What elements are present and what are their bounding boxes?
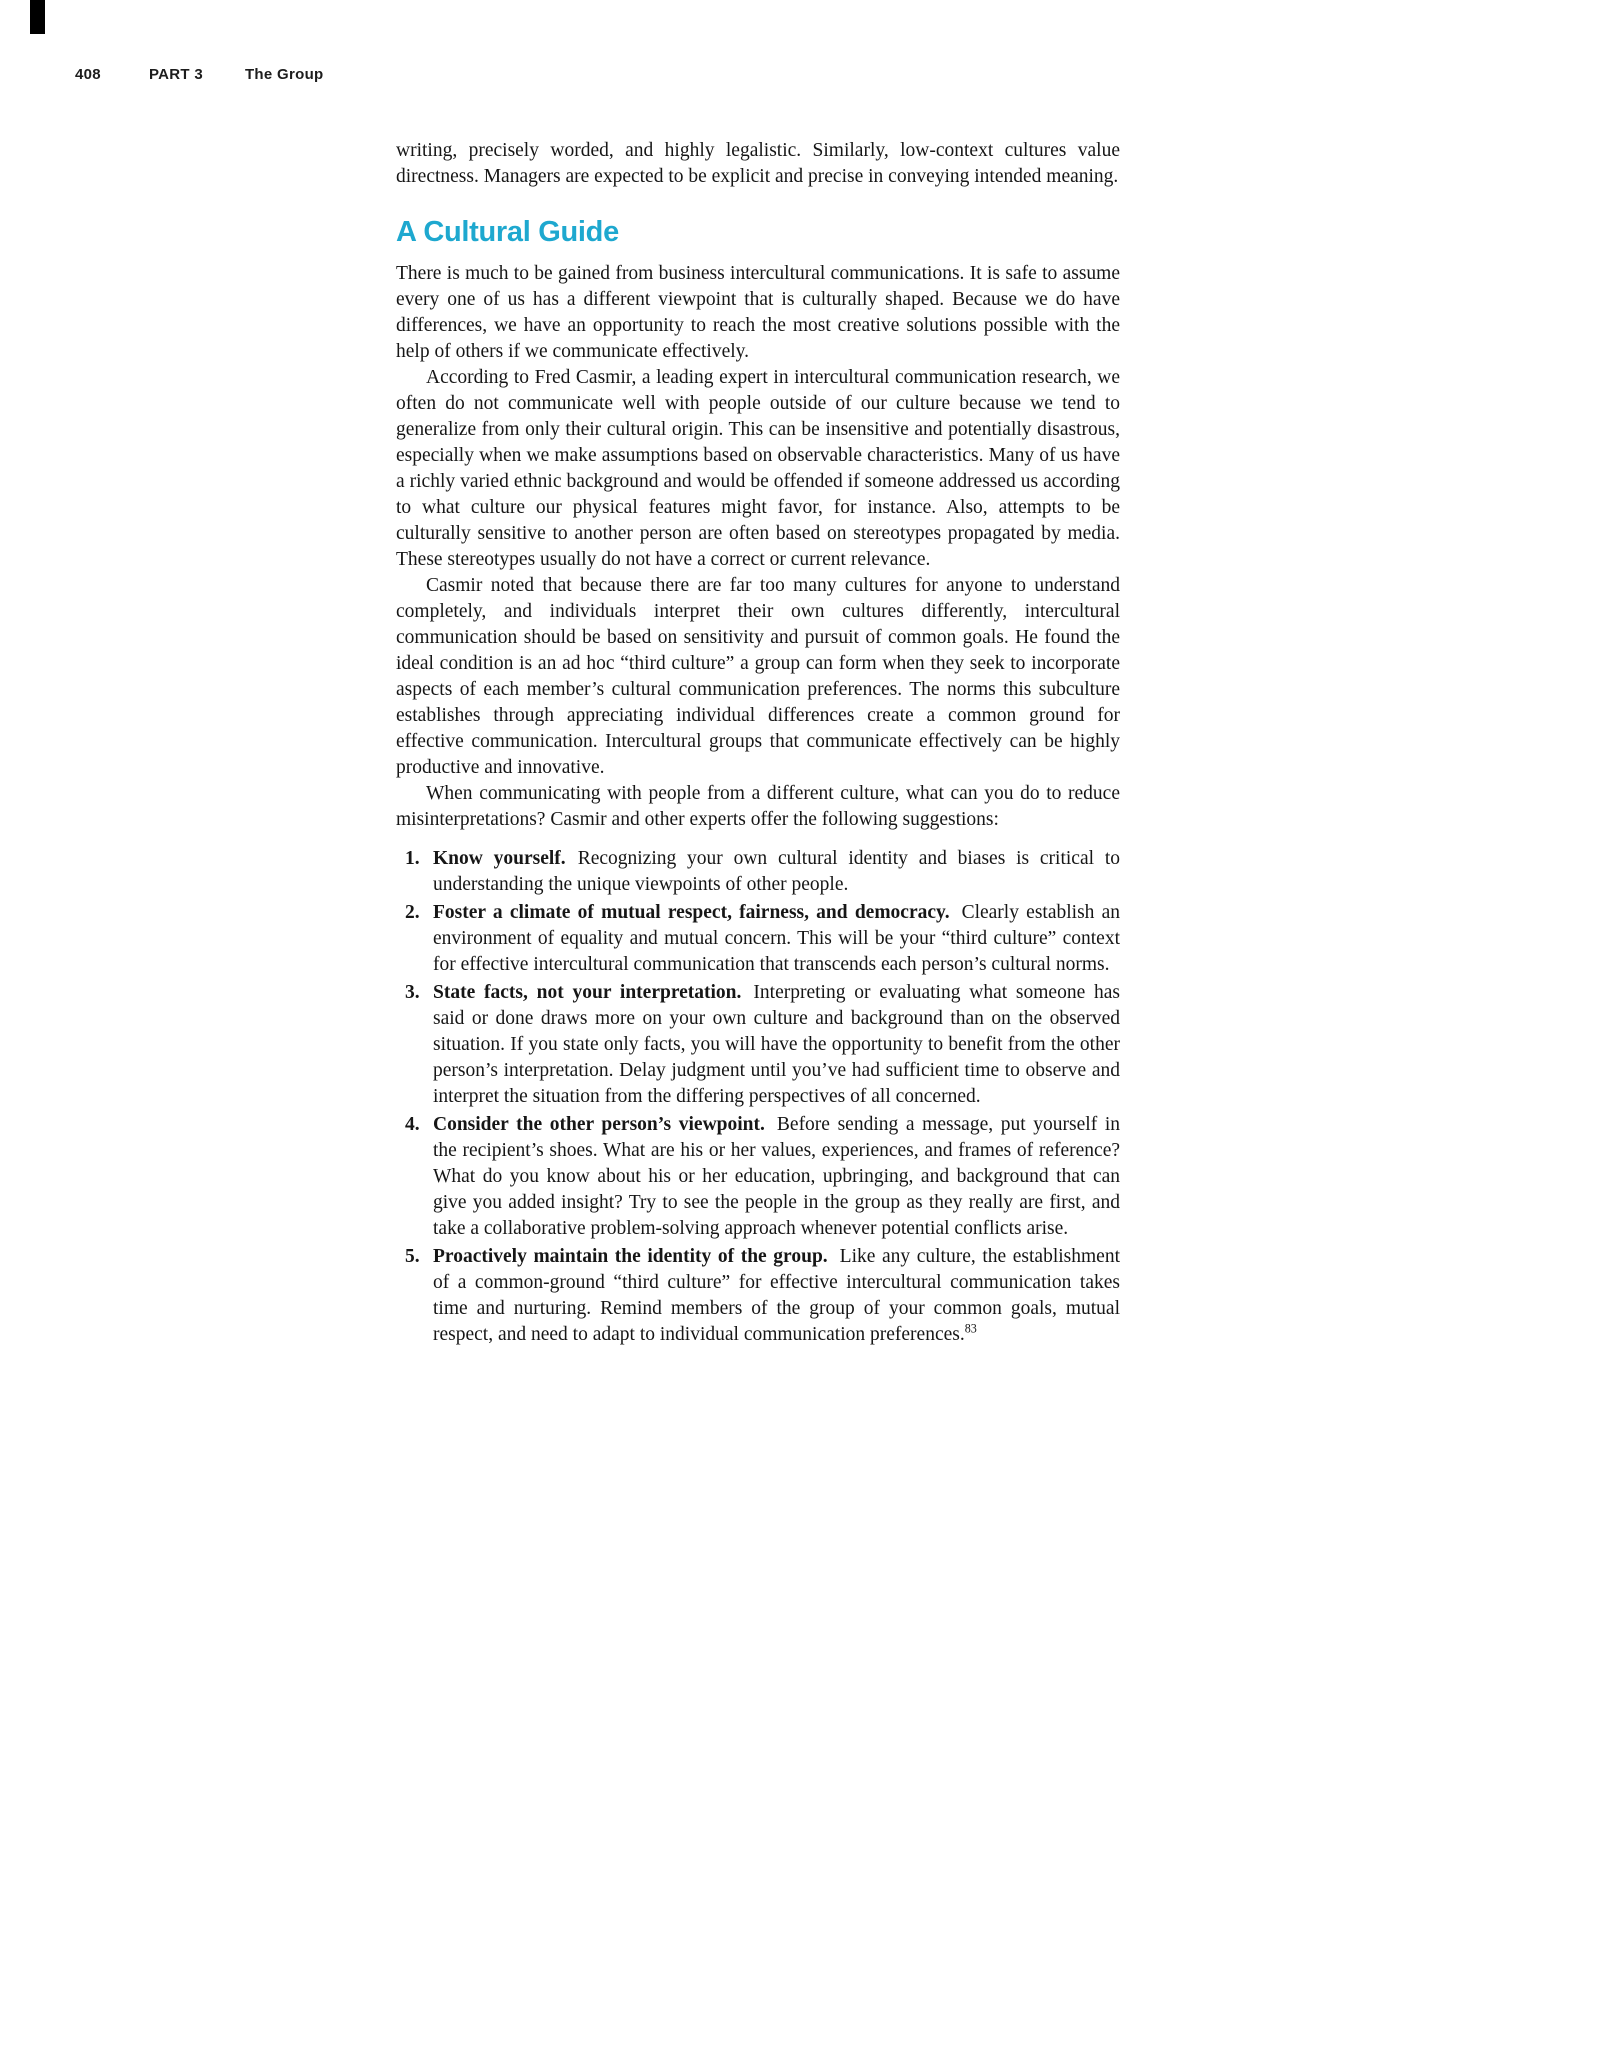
numbered-suggestion-list [396,846,1120,1348]
item-text: Clearly establish an environment of equality and mutual concern. This will be your “third culture” context for effective intercultural communication that transcends each person’s cultural norms. [433,902,1120,975]
item-lead: State facts, not your interpretation. [433,982,742,1003]
list-item [405,980,1120,1110]
item-number: 3. [405,982,420,1003]
item-text: Before sending a message, put yourself in the recipient’s shoes. What are his or her values, experiences, and frames of reference? What do you know about his or her education, upbringing, and background that can give you added insight? Try to see the people in the group as they really are first, and take a collaborative problem-solving approach whenever potential conflicts arise. [433,1114,1121,1239]
item-text: Interpreting or evaluating what someone has said or done draws more on your own culture and background than on the observed situation. If you state only facts, you will have the opportunity to benefit from the other person’s interpretation. Delay judgment until you’ve had sufficient time to observe and interpret the situation from the differing perspectives of all concerned. [433,982,1120,1107]
list-item [405,846,1120,898]
item-lead: Consider the other person’s viewpoint. [433,1114,765,1135]
item-number: 2. [405,902,420,923]
list-item [405,1112,1120,1242]
item-number: 1. [405,848,420,869]
page-edge-mark [30,0,45,34]
list-item [405,900,1120,978]
page-number: 408 [75,66,101,83]
item-body [433,846,1120,898]
paragraph: Casmir noted that because there are far too many cultures for anyone to understand completely, and individuals interpret their own cultures differently, intercultural communication should be based on sensitivity and pursuit of common goals. He found the ideal condition is an ad hoc “third culture” a group can form when they seek to incorporate aspects of each member’s cultural communication preferences. The norms this subculture establishes through appreciating individual differences create a common ground for effective communication. Intercultural groups that communicate effectively can be highly productive and innovative. [396,575,1120,778]
item-lead: Foster a climate of mutual respect, fairness, and democracy. [433,902,950,923]
item-text: Recognizing your own cultural identity and biases is critical to understanding the unique viewpoints of other people. [433,848,1121,895]
part-title: The Group [244,66,324,83]
item-text: Like any culture, the establishment of a common-ground “third culture” for effective intercultural communication takes time and nurturing. Remind members of the group of your common goals, mutual respect, and need to adapt to individual communication preferences. [433,1246,1120,1345]
paragraph: When communicating with people from a different culture, what can you do to reduce misinterpretations? Casmir and other experts offer the following suggestions: [396,783,1120,830]
list-item [405,1244,1120,1348]
paragraph: According to Fred Casmir, a leading expert in intercultural communication research, we often do not communicate well with people outside of our culture because we tend to generalize from only their cultural origin. This can be insensitive and potentially disastrous, especially when we make assumptions based on observable characteristics. Many of us have a richly varied ethnic background and would be offended if someone addressed us according to what culture our physical features might favor, for instance. Also, attempts to be culturally sensitive to another person are often based on stereotypes propagated by media. These stereotypes usually do not have a correct or current relevance. [396,367,1120,570]
text-column [396,138,1120,1350]
item-number: 5. [405,1246,420,1267]
paragraph: There is much to be gained from business intercultural communications. It is safe to assume every one of us has a different viewpoint that is culturally shaped. Because we do have differences, we have an opportunity to reach the most creative solutions possible with the help of others if we communicate effectively. [396,263,1120,362]
footnote-reference: 83 [964,1321,977,1336]
item-body [433,1244,1120,1348]
item-number: 4. [405,1114,420,1135]
item-lead: Know yourself. [433,848,566,869]
item-body [433,1112,1120,1242]
item-body [433,980,1120,1110]
item-lead: Proactively maintain the identity of the group. [433,1246,828,1267]
page-header [75,66,324,83]
paragraph-continuation: writing, precisely worded, and highly legalistic. Similarly, low-context cultures value directness. Managers are expected to be explicit and precise in conveying intended meaning. [396,140,1120,187]
item-body [433,900,1120,978]
part-label: PART 3 [148,66,203,83]
section-heading: A Cultural Guide [396,216,619,248]
